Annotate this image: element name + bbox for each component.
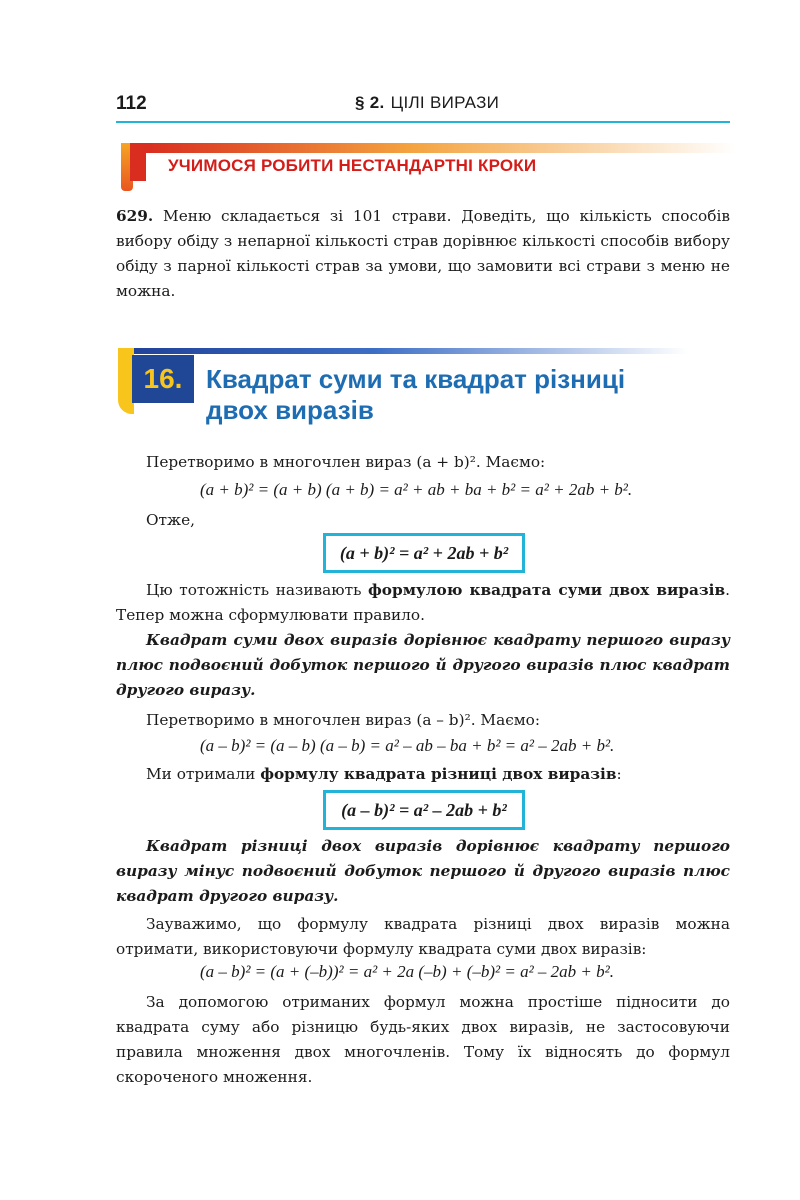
exercise-number: 629. — [116, 207, 154, 225]
paragraph-5 — [116, 762, 730, 787]
chapter-title-line-2: двох виразів — [206, 395, 374, 425]
section-title: ЦІЛІ ВИРАЗИ — [390, 93, 500, 112]
section-banner-bar — [146, 143, 736, 153]
term-square-difference-formula: формулу квадрата різниці двох виразів — [260, 765, 617, 783]
formula-difference-via-sum: (a – b)² = (a + (–b))² = a² + 2a (–b) + (–b)² = a² – 2ab + b². — [200, 962, 614, 981]
term-square-sum-formula: формулою квадрата суми двох виразів — [368, 581, 726, 599]
paragraph-3 — [116, 578, 730, 628]
formula-box-square-sum: (a + b)² = a² + 2ab + b² — [323, 533, 525, 573]
chapter-banner-bar — [118, 348, 688, 354]
exercise-text: Меню складається зі 101 страви. Доведіть, що кількість способів вибору обіду з непарної кількості страв дорівнює кількості способів вибору обіду з парної кількості страв за умови, що замовити всі страви з меню не можна. — [116, 207, 730, 300]
paragraph-4: Перетворимо в многочлен вираз (a – b)². Маємо: — [146, 711, 541, 729]
running-header — [355, 93, 499, 113]
rule-square-sum: Квадрат суми двох виразів дорівнює квадрату першого виразу плюс подвоєний добуток першого й другого виразів плюс квадрат другого виразу. — [116, 631, 730, 699]
paragraph-3-tail: . Тепер можна сформулювати правило. — [116, 581, 730, 624]
page-number: 112 — [116, 93, 147, 114]
chapter-number: 16. — [132, 355, 194, 403]
formula-square-sum-derivation: (a + b)² = (a + b) (a + b) = a² + ab + ba + b² = a² + 2ab + b². — [200, 480, 633, 499]
paragraph-2: Отже, — [146, 511, 195, 529]
paragraph-3-lead: Цю тотожність називають — [146, 581, 368, 599]
rule-square-difference: Квадрат різниці двох виразів дорівнює квадрату першого виразу мінус подвоєний добуток першого й другого виразів плюс квадрат другого виразу. — [116, 837, 730, 905]
paragraph-6: Зауважимо, що формулу квадрата різниці двох виразів можна отримати, використовуючи формулу квадрата суми двох виразів: — [116, 915, 730, 958]
paragraph-5-tail: : — [616, 765, 622, 783]
paragraph-1: Перетворимо в многочлен вираз (a + b)². Маємо: — [146, 453, 546, 471]
formula-box-square-difference: (a – b)² = a² – 2ab + b² — [323, 790, 525, 830]
exercise-629 — [116, 204, 730, 304]
section-accent-stripe — [130, 143, 146, 181]
formula-square-difference-derivation: (a – b)² = (a – b) (a – b) = a² – ab – ba + b² = a² – 2ab + b². — [200, 736, 615, 755]
paragraph-5-lead: Ми отримали — [146, 765, 261, 783]
paragraph-7: За допомогою отриманих формул можна простіше підносити до квадрата суму або різницю будь-яких двох виразів, не застосовуючи правила множення двох многочленів. Тому їх відносять до формул скороченого множення. — [116, 993, 730, 1086]
exercise-section-title: УЧИМОСЯ РОБИТИ НЕСТАНДАРТНІ КРОКИ — [168, 156, 537, 175]
section-marker: § 2. — [355, 93, 385, 112]
header-divider — [116, 121, 730, 123]
chapter-title — [206, 364, 625, 426]
chapter-title-line-1: Квадрат суми та квадрат різниці — [206, 364, 626, 394]
